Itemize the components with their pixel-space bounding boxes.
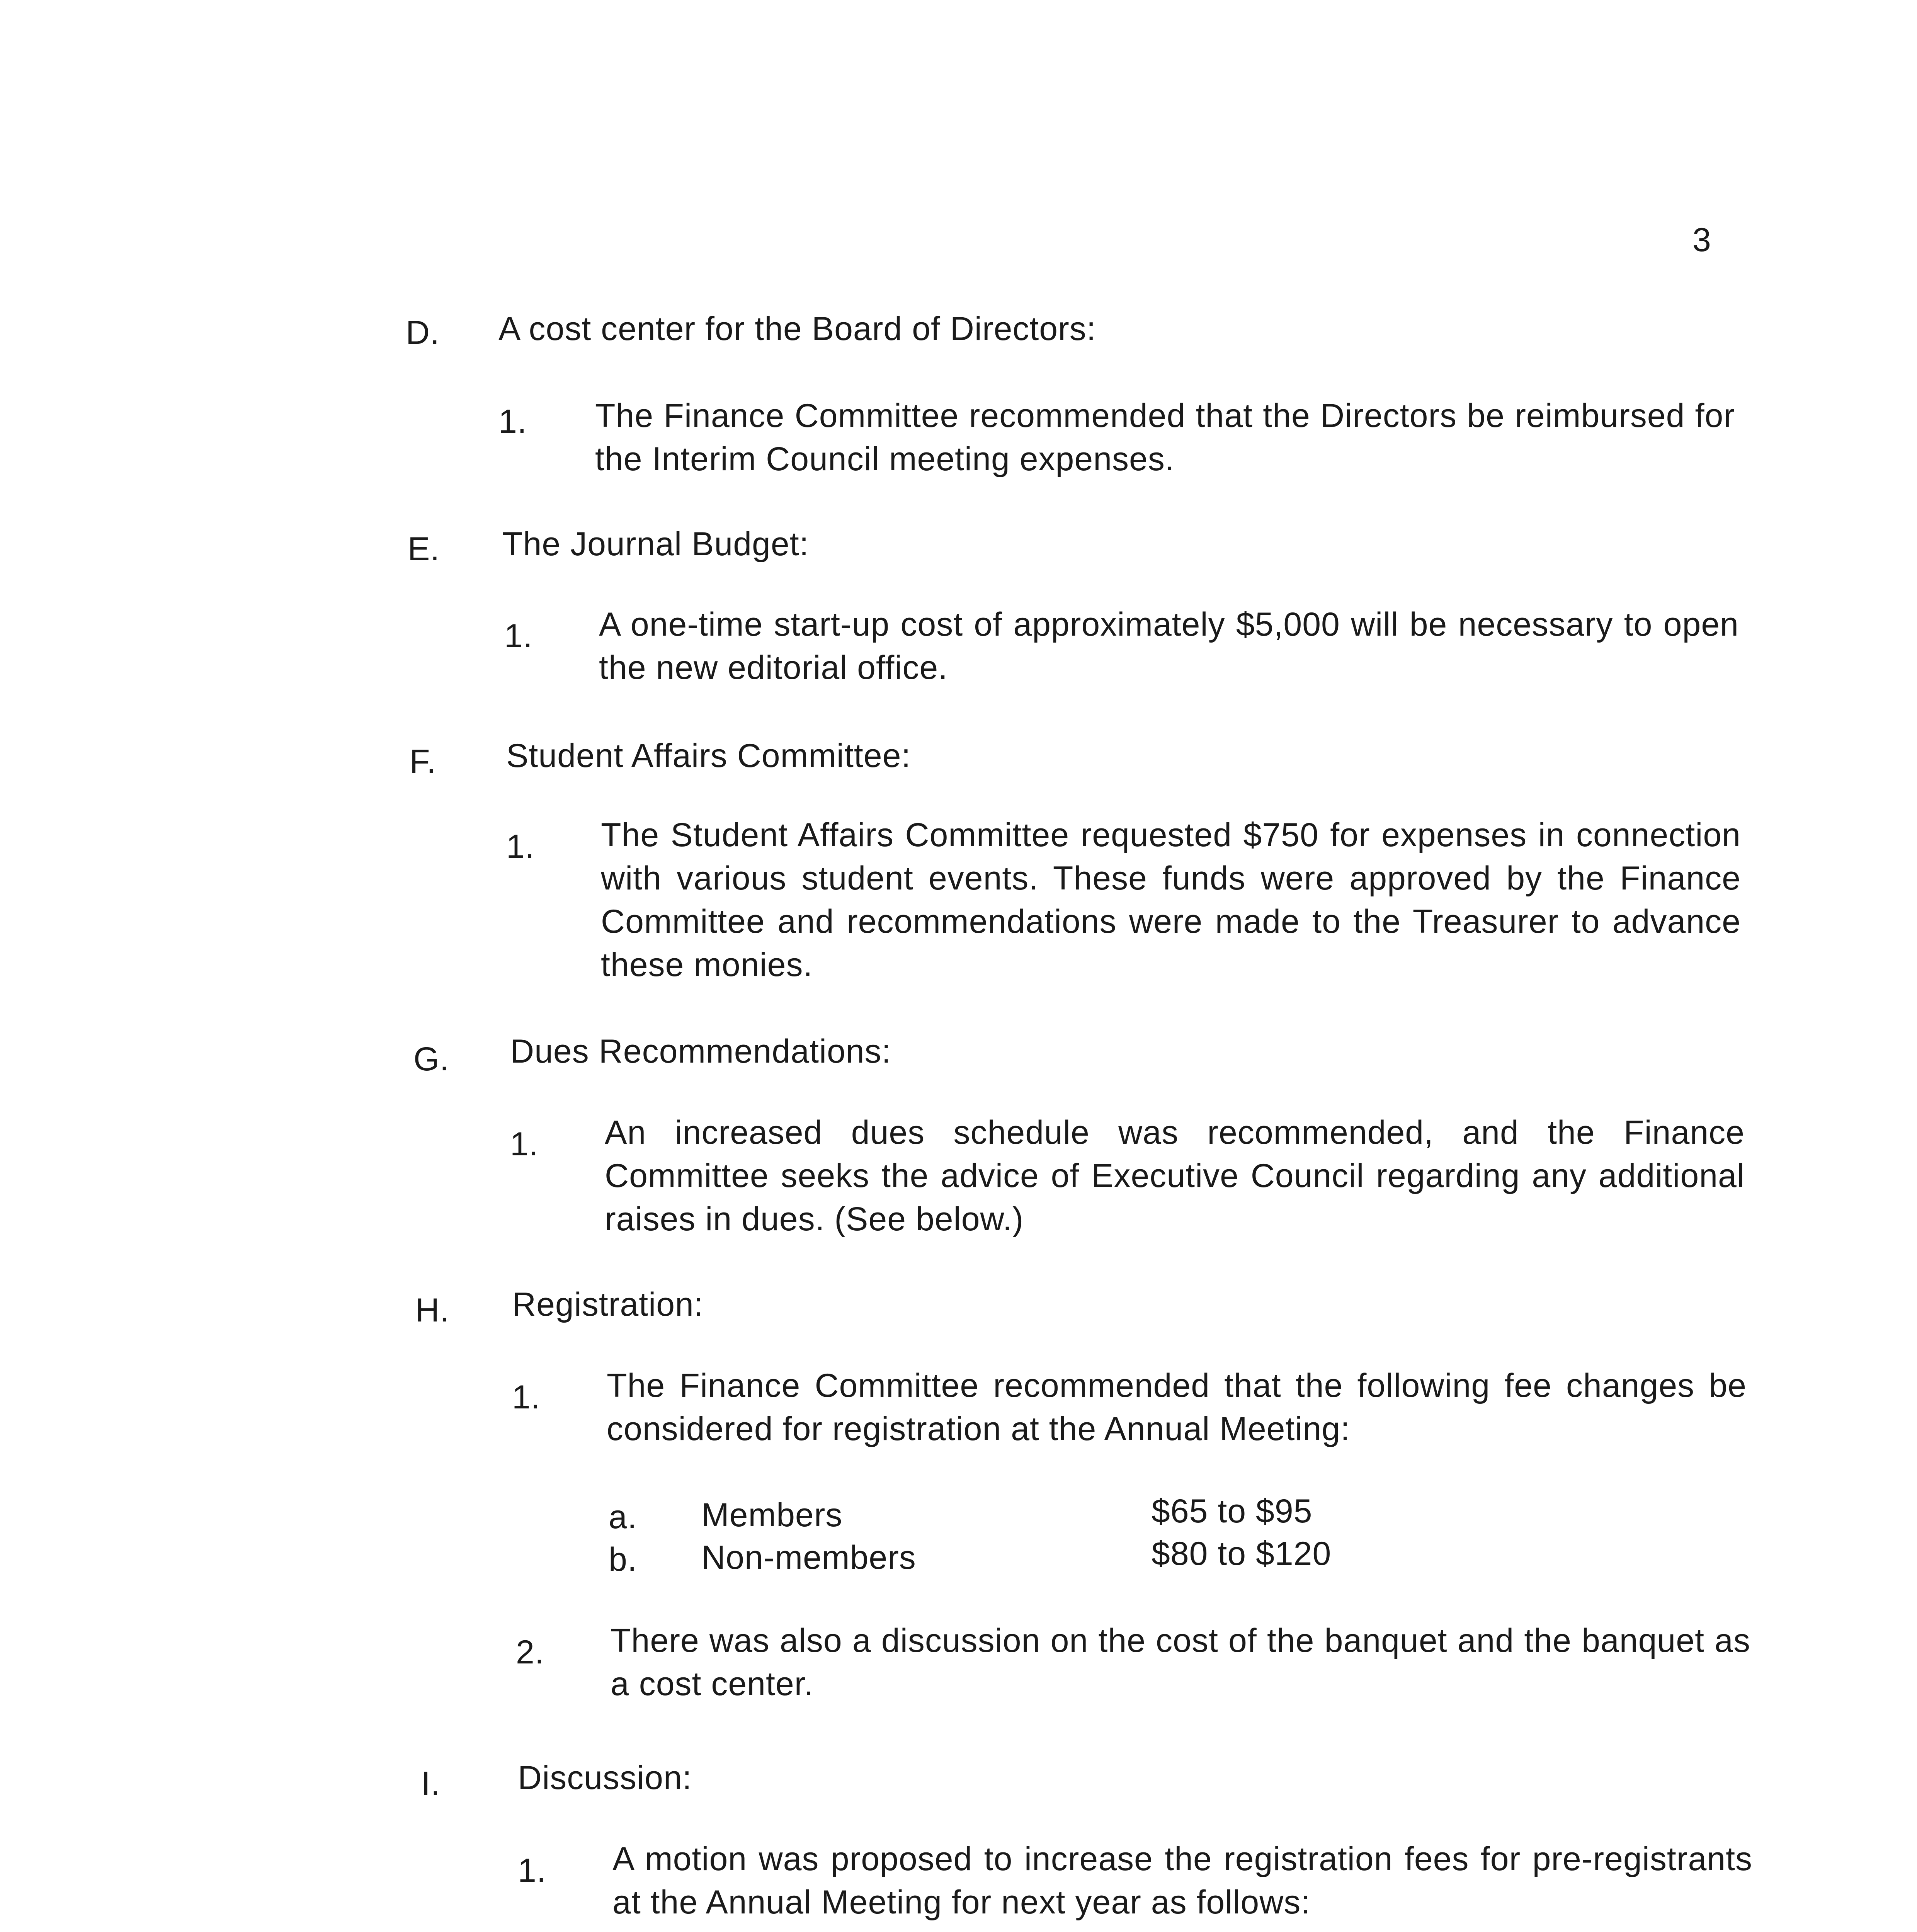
section-d-item-1-text: The Finance Committee recommended that the Directors be reimbursed for the Interim Council meeting expenses. — [595, 397, 1735, 478]
section-f-letter: F. — [410, 743, 436, 780]
section-e-item-1-text: A one-time start-up cost of approximately $5,000 will be necessary to open the new editorial office. — [599, 606, 1739, 686]
section-g-item-1-num: 1. — [510, 1126, 539, 1163]
section-d-item-1-num: 1. — [498, 403, 527, 440]
section-e-heading: The Journal Budget: — [502, 526, 809, 563]
section-d-heading: A cost center for the Board of Directors: — [498, 310, 1096, 347]
section-g-letter: G. — [413, 1041, 449, 1078]
section-f-item-1-text: The Student Affairs Committee requested $750 for expenses in connection with various student events. These funds were approved by the Finance Committee and recommendations were made to the Treasurer to advance these monies. — [601, 816, 1741, 983]
section-d-letter: D. — [406, 314, 440, 351]
section-h-letter: H. — [415, 1292, 449, 1329]
section-h-item-1-num: 1. — [512, 1379, 541, 1416]
section-i-heading: Discussion: — [518, 1759, 692, 1796]
fee-row-value: $80 to $120 — [1152, 1535, 1332, 1572]
section-h-heading: Registration: — [512, 1286, 704, 1323]
section-h-item-1-text: The Finance Committee recommended that the following fee changes be considered for registration at the Annual Meeting: — [607, 1367, 1747, 1447]
section-h-item-2-num: 2. — [516, 1634, 544, 1671]
fee-row-label: Non-members — [701, 1539, 916, 1576]
section-g-item-1-text: An increased dues schedule was recommended, and the Finance Committee seeks the advice of Executive Council regarding any additional raises in dues. (See below.) — [605, 1114, 1745, 1238]
fee-row-letter: a. — [609, 1498, 637, 1536]
section-h-item-2-text: There was also a discussion on the cost of the banquet and the banquet as a cost center. — [611, 1622, 1750, 1702]
section-i-item-1-text: A motion was proposed to increase the registration fees for pre-registrants at the Annual Meeting for next year as follows: — [612, 1840, 1752, 1921]
section-i-item-1-num: 1. — [518, 1852, 546, 1889]
section-f-item-1-num: 1. — [506, 828, 535, 865]
section-g-heading: Dues Recommendations: — [510, 1033, 891, 1070]
fee-row-letter: b. — [609, 1541, 637, 1578]
section-i-letter: I. — [421, 1765, 441, 1802]
fee-row-label: Members — [701, 1497, 843, 1534]
page-number: 3 — [1692, 221, 1711, 259]
section-f-heading: Student Affairs Committee: — [506, 737, 911, 774]
section-e-letter: E. — [408, 531, 440, 568]
section-e-item-1-num: 1. — [504, 617, 533, 655]
fee-row-value: $65 to $95 — [1152, 1493, 1313, 1530]
